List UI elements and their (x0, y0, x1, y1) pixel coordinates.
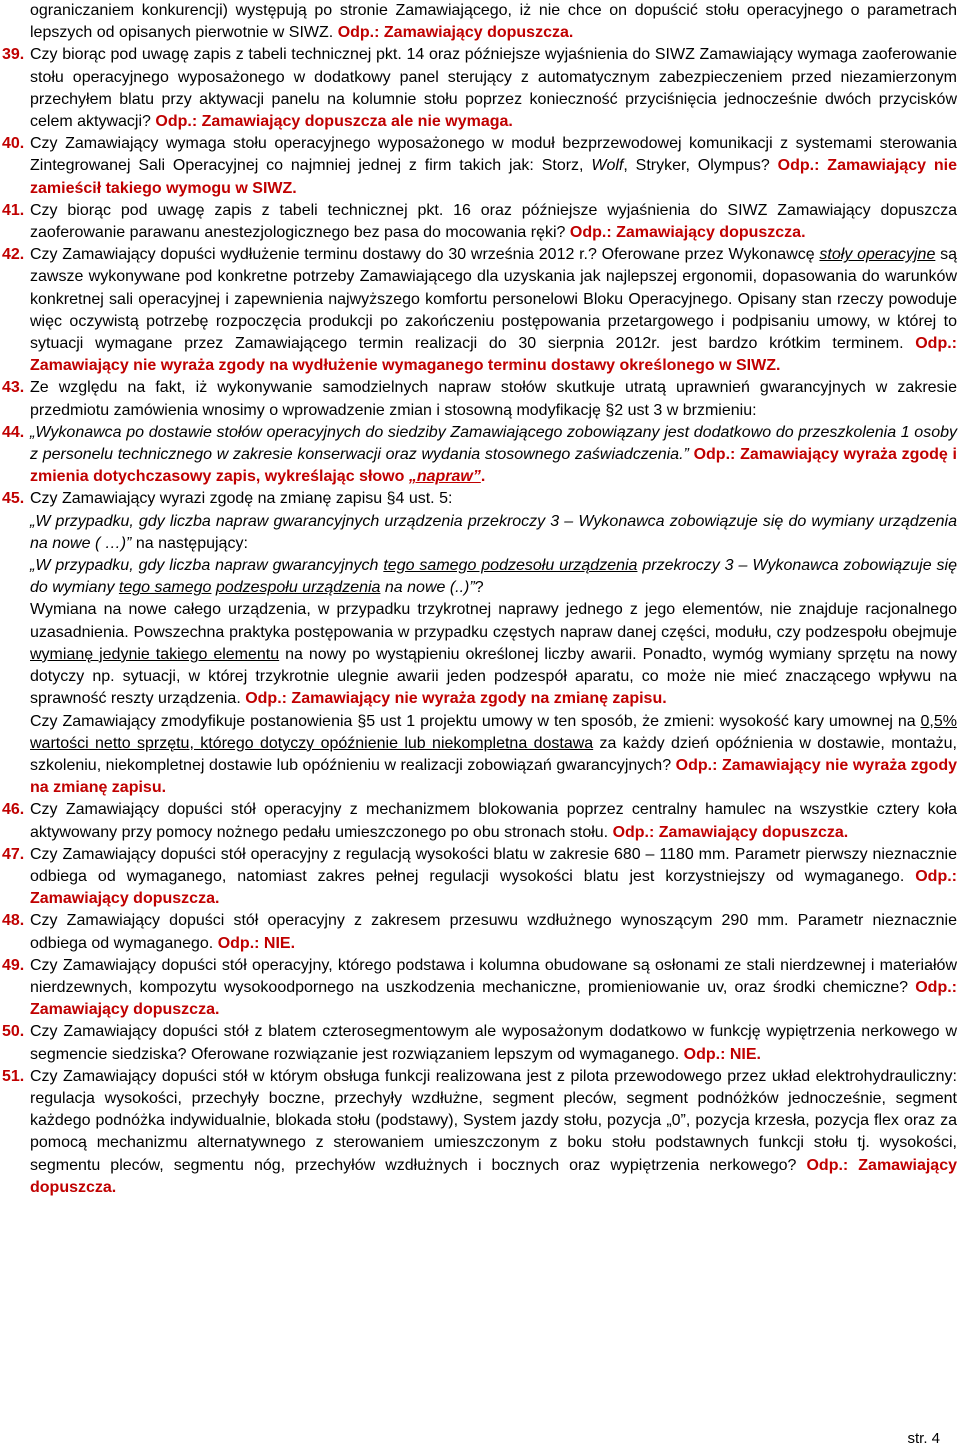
question-45-quote-1 (30, 511, 957, 555)
question-number: 49. (2, 956, 25, 974)
question-text: Wymiana na nowe całego urządzenia, w przypadku trzykrotnej naprawy jednego z jego elementów, nie znajduje racjonalnego uzasadnienia. Powszechna praktyka postępowania w przypadku częstych napraw danej części, modułu, czy podzespołu obejmuje (30, 601, 957, 641)
question-number: 47. (2, 845, 25, 863)
question-number: 46. (2, 801, 25, 819)
answer-text: Odp.: Zamawiający dopuszcza. (30, 867, 957, 908)
quoted-clause: na nowe (..)” (380, 579, 475, 597)
paragraph-text: ograniczaniem konkurencji) występują po stronie Zamawiającego, iż nie chce on dopuścić stołu operacyjnego o parametrach lepszych od opisanych pierwotnie w SIWZ. (30, 2, 957, 42)
question-45-penalty (30, 711, 957, 800)
question-45-justification (30, 599, 957, 710)
question-text: Czy Zamawiający wymaga stołu operacyjnego wyposażonego w moduł bezprzewodowej komunikacji z systemami sterowania Zintegrowanej Sali Operacyjnej co najmniej jednej z firm takich jak: Storz, (30, 135, 957, 175)
question-text-underlined: wymianę jedynie takiego elementu (30, 645, 280, 663)
question-text: za każdy dzień opóźnienia w dostawie, montażu, szkoleniu, niekompletnej dostawie lub opóźnieniu w realizacji zobowiązań gwarancyjnych? (30, 734, 958, 774)
question-text: , Stryker, Olympus? (623, 157, 778, 175)
question-text: ? (474, 579, 484, 597)
question-number: 41. (2, 201, 25, 219)
intro-paragraph (30, 0, 957, 44)
question-text: Czy Zamawiający wyrazi zgodę na zmianę zapisu §4 ust. 5: (30, 490, 453, 508)
question-text-underlined: stoły operacyjne (819, 246, 936, 264)
question-50 (2, 1021, 957, 1065)
question-text: Czy biorąc pod uwagę zapis z tabeli technicznej pkt. 14 oraz późniejsze wyjaśnienia do SIWZ Zamawiający wymaga zaoferowanie stołu operacyjnego wyposażonego w dodatkowy panel sterujący z automatycznym zabezpieczeniem przed niezamierzonym przechyłem blatu przy aktywacji panelu na kolumnie stołu poprzez konieczność przyciśnięcia jednocześnie dwóch przycisków celem aktywacji? (30, 46, 957, 131)
question-text: na następujący: (131, 534, 248, 552)
question-number: 44. (2, 423, 25, 441)
quoted-clause-underlined: tego samego (118, 579, 212, 597)
answer-text-underlined: „napraw” (408, 468, 481, 486)
question-45 (2, 488, 957, 510)
answer-text: Odp.: Zamawiający dopuszcza. (337, 24, 574, 42)
question-number: 40. (2, 135, 25, 153)
answer-text: Odp.: Zamawiający nie zamieścił takiego wymogu w SIWZ. (30, 157, 958, 197)
question-text-underlined: 0,5% wartości netto sprzętu, którego dotyczy opóźnienie lub niekompletna dostawa (30, 712, 957, 752)
question-text: Czy biorąc pod uwagę zapis z tabeli technicznej pkt. 16 oraz późniejsze wyjaśnienia do SIWZ Zamawiający dopuszcza zaoferowanie parawanu anestezjologicznego bez pasa do mocowania ręki? (30, 201, 957, 242)
question-number: 39. (2, 46, 25, 64)
answer-text: Odp.: Zamawiający nie wyraża zgody na zmianę zapisu. (30, 756, 957, 797)
question-number: 51. (2, 1067, 25, 1085)
question-text: Czy Zamawiający dopuści stół operacyjny z zakresem przesuwu wzdłużnego wynoszącym 290 mm. Parametr nieznacznie odbiega od wymaganego. (30, 912, 957, 952)
question-47 (2, 844, 957, 911)
answer-text: Odp.: Zamawiający nie wyraża zgody na wydłużenie wymaganego terminu dostawy określonego w SIWZ. (30, 335, 957, 375)
question-text: Czy Zamawiający dopuści stół z blatem czterosegmentowym ale wyposażonym dodatkowo w funkcję wypiętrzenia nerkowego w segmencie siedziska? Oferowane rozwiązanie jest rozwiązaniem lepszym od wymaganego. (30, 1023, 957, 1063)
question-number: 50. (2, 1023, 25, 1041)
answer-text: Odp.: NIE. (683, 1045, 761, 1063)
question-44 (2, 422, 958, 489)
question-number: 45. (2, 490, 25, 508)
question-number: 43. (2, 379, 25, 397)
question-text: Ze względu na fakt, iż wykonywanie samodzielnych napraw stołów skutkuje utratą uprawnień gwarancyjnych w zakresie przedmiotu zamówienia wnosimy o wprowadzenie zmian i stosowną modyfikację §2 ust 3 w brzmieniu: (30, 379, 957, 419)
page-number: str. 4 (907, 1429, 940, 1447)
question-text: Czy Zamawiający dopuści stół operacyjny, którego podstawa i kolumna obudowane są osłonami ze stali nierdzewnej i materiałów nierdzewnych, kompozytu wysokoodpornego na uszkodzenia mechaniczne, promieniowanie uv, oraz środki chemiczne? (30, 956, 957, 996)
question-text: Czy Zamawiający zmodyfikuje postanowienia §5 ust 1 projektu umowy w ten sposób, że zmieni: wysokość kary umownej na (30, 712, 921, 730)
question-49 (2, 955, 957, 1022)
answer-text: Odp.: Zamawiający dopuszcza ale nie wymaga. (155, 113, 513, 131)
answer-text: Odp.: Zamawiający wyraża zgodę i zmienia dotychczasowy zapis, wykreślając słowo (30, 446, 958, 486)
question-text: Czy Zamawiający dopuści stół operacyjny z mechanizmem blokowania poprzez centralny hamulec na wszystkie cztery koła aktywowany przy pomocy nożnego pedału umieszczonego po obu stronach stołu. (30, 801, 957, 841)
answer-text: . (480, 468, 486, 486)
question-number: 48. (2, 912, 25, 930)
question-43 (2, 377, 957, 421)
answer-text: Odp.: Zamawiający dopuszcza. (30, 978, 957, 1019)
question-42 (2, 244, 958, 377)
question-number: 42. (2, 246, 25, 264)
quoted-clause: przekroczy 3 – Wykonawca zobowiązuje się do wymiany (30, 557, 958, 597)
question-41 (2, 200, 957, 244)
question-text: są zawsze wykonywane pod konkretne potrzeby Zamawiającego dla uzyskania jak najlepszej ergonomii, dopasowania do warunków konkretnej sali operacyjnej i zapewnienia najwyższego komfortu personelowi Bloku Operacyjnego. Opisany stan rzeczy powoduje więc oczywistą potrzebę rozpoczęcia produkcji po zakończeniu postępowania przetargowego i podpisaniu umowy, w której to sytuacji wymagane przez Zamawiającego termin realizacji do 30 sierpnia 2012r. jest bardzo krótkim terminem. (30, 246, 958, 353)
answer-text: Odp.: Zamawiający dopuszcza. (569, 224, 806, 242)
quoted-clause: „W przypadku, gdy liczba napraw gwarancyjnych urządzenia przekroczy 3 – Wykonawca zobowiązuje się do wymiany urządzenia na nowe ( …)” (30, 512, 957, 552)
question-text: Czy Zamawiający dopuści wydłużenie terminu dostawy do 30 września 2012 r.? Oferowane przez Wykonawcę (30, 246, 820, 264)
answer-text: Odp.: Zamawiający dopuszcza. (30, 1156, 958, 1196)
question-text: Czy Zamawiający dopuści stół w którym obsługa funkcji realizowana jest z pilota przewodowego przez układ elektrohydrauliczny: regulacja wysokości, przechyły boczne, przechyły wzdłużne, segment pleców, segment podnóżków jednocześnie, segment każdego podnóżka indywidualnie, blokada stołu (podstawy), System jazdy stołu, pozycja „0”, pozycja krzesła, pozycja flex oraz za pomocą mechanizmu alternatywnego z sterowaniem umieszczonym z boku stołu podstawnych funkcji stołu tj. wysokości, segmentu pleców, segmentu nóg, przechyłów wzdłużnych i bocznych oraz wypiętrzenia nerkowego? (30, 1067, 957, 1174)
question-45-quote-2 (30, 555, 957, 599)
quoted-clause: „W przypadku, gdy liczba napraw gwarancyjnych (30, 557, 384, 575)
question-39 (2, 44, 957, 133)
question-46 (2, 799, 957, 843)
question-48 (2, 910, 957, 954)
answer-text: Odp.: Zamawiający nie wyraża zgody na zmianę zapisu. (245, 690, 667, 708)
question-text: na nowy po wystąpieniu określonej liczby awarii. Ponadto, wymóg wymiany sprzętu na nowy dotyczy np. sytuacji, w której trzykrotnie ulegnie awarii jeden podzespół aparatu, co może nie mieć znaczącego wpływu na sprawność reszty urządzenia. (30, 645, 958, 708)
question-text-italic: Wolf (591, 157, 624, 175)
quoted-clause: „Wykonawca po dostawie stołów operacyjnych do siedziby Zamawiającego zobowiązany jest dodatkowo do przeszkolenia 1 osoby z personelu technicznego w zakresie konserwacji oraz wydania stosownego zaświadczenia.” (30, 423, 957, 464)
question-51 (2, 1066, 958, 1199)
answer-text: Odp.: NIE. (217, 934, 296, 952)
question-40 (2, 133, 958, 200)
quoted-clause-underlined: tego samego podzesołu urządzenia (383, 557, 638, 575)
question-text: Czy Zamawiający dopuści stół operacyjny z regulacją wysokości blatu w zakresie 680 – 1180 mm. Parametr pierwszy nieznacznie odbiega od wymaganego, natomiast zakres pełnej regulacji wysokości blatu jest korzystniejszy od wymaganego. (30, 845, 957, 885)
quoted-clause-underlined: podzespołu urządzenia (215, 579, 381, 597)
answer-text: Odp.: Zamawiający dopuszcza. (612, 823, 849, 841)
